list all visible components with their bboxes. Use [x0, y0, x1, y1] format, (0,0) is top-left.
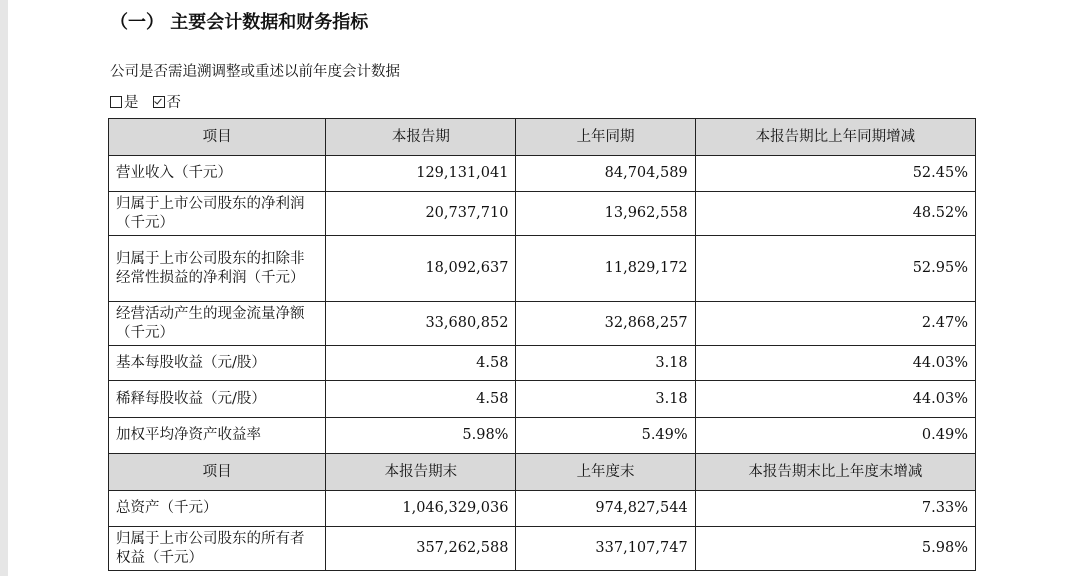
header-cell: 上年度末: [516, 454, 695, 491]
row-label: 总资产（千元）: [109, 491, 326, 527]
table-row: [109, 192, 976, 236]
change-value: 0.49%: [695, 418, 975, 454]
header-cell: 本报告期比上年同期增减: [695, 119, 975, 156]
row-label: 经营活动产生的现金流量净额（千元）: [109, 302, 326, 346]
row-label: 营业收入（千元）: [109, 156, 326, 192]
table-row: [109, 346, 976, 381]
previous-value: 5.49%: [516, 418, 695, 454]
header-cell: 项目: [109, 454, 326, 491]
table-row: [109, 156, 976, 192]
checkbox-no-checked-icon[interactable]: [153, 96, 165, 108]
row-label: 归属于上市公司股东的扣除非经常性损益的净利润（千元）: [109, 236, 326, 302]
row-label: 加权平均净资产收益率: [109, 418, 326, 454]
table-header-period-end: [109, 454, 976, 491]
option-yes-label: 是: [124, 95, 139, 111]
current-value: 1,046,329,036: [326, 491, 516, 527]
table-row: [109, 236, 976, 302]
header-cell: 本报告期末: [326, 454, 516, 491]
previous-value: 3.18: [516, 381, 695, 418]
table-row: [109, 418, 976, 454]
current-value: 20,737,710: [326, 192, 516, 236]
header-cell: 本报告期末比上年度末增减: [695, 454, 975, 491]
change-value: 2.47%: [695, 302, 975, 346]
option-no-label: 否: [166, 95, 181, 111]
option-yes[interactable]: [110, 91, 139, 112]
current-value: 129,131,041: [326, 156, 516, 192]
checkbox-yes-icon[interactable]: [110, 96, 122, 108]
change-value: 5.98%: [695, 527, 975, 571]
option-no[interactable]: [153, 91, 182, 112]
row-label: 归属于上市公司股东的净利润（千元）: [109, 192, 326, 236]
restatement-question: 公司是否需追溯调整或重述以前年度会计数据: [110, 64, 400, 80]
previous-value: 337,107,747: [516, 527, 695, 571]
previous-value: 11,829,172: [516, 236, 695, 302]
previous-value: 3.18: [516, 346, 695, 381]
table-header-period: [109, 119, 976, 156]
current-value: 5.98%: [326, 418, 516, 454]
page-left-edge: [0, 0, 8, 576]
current-value: 357,262,588: [326, 527, 516, 571]
current-value: 33,680,852: [326, 302, 516, 346]
change-value: 48.52%: [695, 192, 975, 236]
row-label: 基本每股收益（元/股）: [109, 346, 326, 381]
table-row: [109, 302, 976, 346]
current-value: 4.58: [326, 346, 516, 381]
header-cell: 上年同期: [516, 119, 695, 156]
change-value: 52.95%: [695, 236, 975, 302]
current-value: 4.58: [326, 381, 516, 418]
change-value: 52.45%: [695, 156, 975, 192]
current-value: 18,092,637: [326, 236, 516, 302]
header-cell: 项目: [109, 119, 326, 156]
previous-value: 13,962,558: [516, 192, 695, 236]
table-row: [109, 491, 976, 527]
header-cell: 本报告期: [326, 119, 516, 156]
change-value: 44.03%: [695, 346, 975, 381]
row-label: 归属于上市公司股东的所有者权益（千元）: [109, 527, 326, 571]
restatement-options: [110, 91, 195, 112]
financial-indicators-table: [108, 118, 976, 571]
change-value: 7.33%: [695, 491, 975, 527]
row-label: 稀释每股收益（元/股）: [109, 381, 326, 418]
section-heading: （一） 主要会计数据和财务指标: [110, 12, 369, 33]
table-row: [109, 527, 976, 571]
table-row: [109, 381, 976, 418]
previous-value: 84,704,589: [516, 156, 695, 192]
change-value: 44.03%: [695, 381, 975, 418]
previous-value: 32,868,257: [516, 302, 695, 346]
previous-value: 974,827,544: [516, 491, 695, 527]
